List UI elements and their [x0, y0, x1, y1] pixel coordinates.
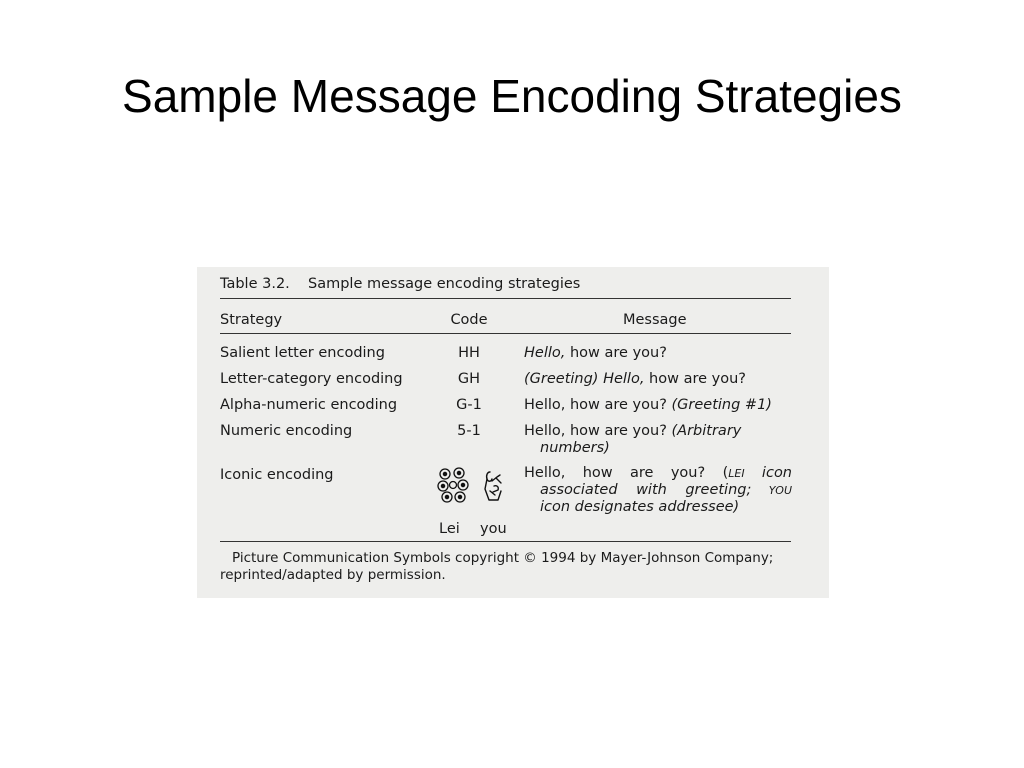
row-4-message-continuation: numbers)	[540, 440, 610, 456]
table-caption-text: Sample message encoding strategies	[308, 276, 581, 292]
row-5-message-line-1-plain: Hello, how are you? (	[524, 465, 729, 481]
header-strategy: Strategy	[220, 312, 283, 328]
row-1-code: HH	[458, 345, 480, 361]
table-caption-number: Table 3.2.	[220, 276, 290, 292]
row-5-message-line-3-italic: icon designates addressee)	[540, 499, 740, 515]
row-4-strategy: Numeric encoding	[220, 423, 353, 439]
row-4-code: 5-1	[457, 423, 481, 439]
row-4-message	[524, 423, 741, 457]
footnote-line-1: Picture Communication Symbols copyright © 1994 by Mayer-Johnson Company;	[232, 550, 774, 566]
row-1-message	[524, 345, 667, 362]
row-5-strategy: Iconic encoding	[220, 467, 334, 483]
row-5-message-line-2	[524, 482, 792, 499]
flower-lei-icon	[437, 467, 471, 505]
icon-label-lei: Lei	[439, 521, 460, 537]
scanned-table-image	[197, 267, 829, 598]
row-2-code: GH	[457, 371, 481, 387]
row-2-message-rest: how are you?	[644, 371, 746, 387]
table-caption	[220, 276, 580, 292]
header-message: Message	[623, 312, 687, 328]
row-5-message-line-1-sc: LEI	[728, 467, 745, 480]
row-3-message-plain: Hello, how are you?	[524, 397, 672, 413]
table-footnote	[220, 550, 790, 584]
row-3-message	[524, 397, 772, 414]
row-4-message-italic: (Arbitrary	[671, 423, 742, 439]
row-5-message-line-1	[524, 465, 792, 482]
table-bottom-rule	[220, 541, 791, 542]
header-rule	[220, 333, 791, 334]
person-pointing-icon	[482, 469, 504, 503]
row-5-message-line-2-italic: associated with greeting;	[540, 482, 752, 498]
footnote-line-2: reprinted/adapted by permission.	[220, 567, 446, 583]
row-3-strategy: Alpha-numeric encoding	[220, 397, 398, 413]
row-1-strategy: Salient letter encoding	[220, 345, 385, 361]
row-5-message-line-3	[524, 499, 792, 516]
row-3-message-italic: (Greeting #1)	[671, 397, 772, 413]
row-5-message-line-1-italic: icon	[744, 465, 792, 481]
header-code: Code	[450, 312, 488, 328]
row-1-message-rest: how are you?	[565, 345, 667, 361]
row-2-message	[524, 371, 746, 388]
row-3-code: G-1	[456, 397, 482, 413]
row-5-message	[524, 465, 792, 516]
row-2-message-italic: (Greeting) Hello,	[524, 371, 645, 387]
icon-label-you: you	[480, 521, 507, 537]
row-2-strategy: Letter-category encoding	[220, 371, 403, 387]
slide-title: Sample Message Encoding Strategies	[122, 70, 902, 122]
table-top-rule	[220, 298, 791, 299]
row-4-message-plain: Hello, how are you?	[524, 423, 672, 439]
row-1-message-italic: Hello,	[524, 345, 566, 361]
row-5-message-line-2-sc: YOU	[751, 484, 792, 497]
